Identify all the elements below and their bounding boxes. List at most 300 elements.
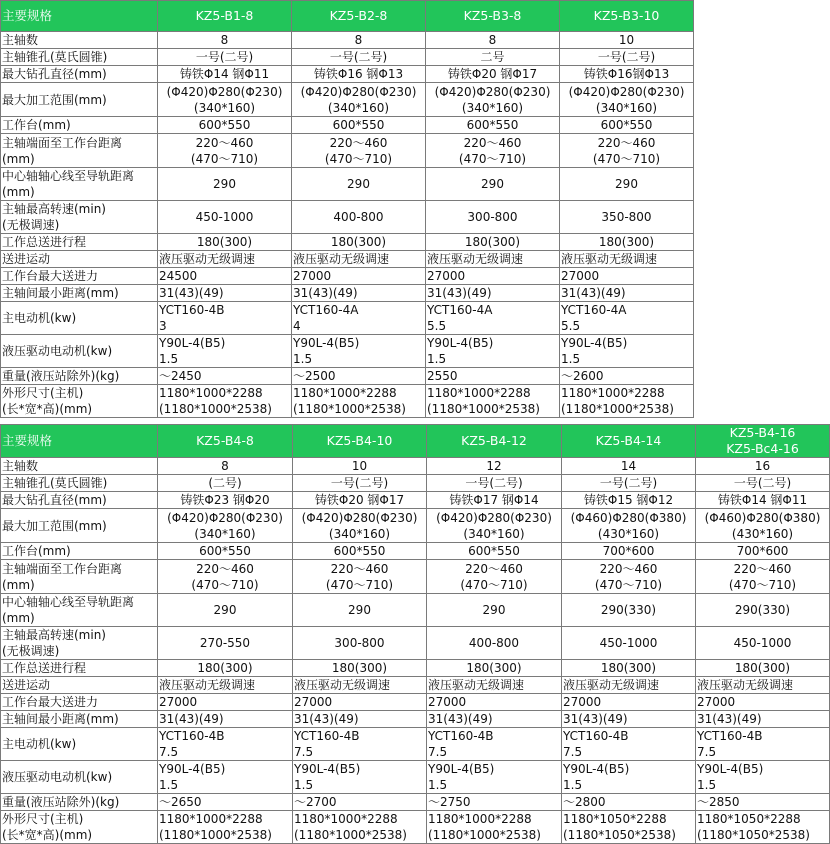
row-label (1, 811, 158, 844)
model-header (292, 1, 426, 32)
spec-value-line: 400-800 (468, 636, 520, 650)
table-row (1, 627, 830, 660)
spec-value (293, 728, 427, 761)
spec-value (158, 83, 292, 117)
spec-value-line: 1.5 (428, 778, 448, 792)
header-row (1, 425, 830, 458)
spec-value (696, 761, 830, 794)
row-label (1, 285, 158, 302)
row-label-line: 工作总送进行程 (2, 235, 87, 249)
spec-value-line: 290 (213, 177, 236, 191)
spec-value (292, 268, 426, 285)
spec-value-line: 27000 (294, 695, 333, 709)
row-label (1, 794, 158, 811)
spec-value (427, 492, 562, 509)
spec-value (562, 560, 696, 594)
spec-value (560, 201, 694, 234)
row-label-line: 主轴间最小距离(mm) (2, 712, 119, 726)
spec-value (427, 794, 562, 811)
spec-value (158, 49, 292, 66)
spec-value-line: 一号(二号) (330, 476, 389, 490)
spec-value-line: 300-800 (334, 636, 385, 650)
spec-value-line: 2550 (427, 369, 458, 383)
spec-value (560, 32, 694, 49)
spec-value (292, 134, 426, 168)
table-row (1, 475, 830, 492)
model-header (293, 425, 427, 458)
spec-value-line: 290 (482, 603, 506, 617)
model-header (158, 425, 293, 458)
spec-value (158, 251, 292, 268)
row-label-line: 工作台(mm) (2, 544, 71, 558)
table-row (1, 168, 694, 201)
spec-value-line: 290 (348, 603, 371, 617)
spec-value-line: ～2650 (159, 795, 202, 809)
row-label-line: 最大加工范围(mm) (2, 518, 107, 533)
table-row (1, 761, 830, 794)
spec-value (158, 285, 292, 302)
table-row (1, 694, 830, 711)
spec-value (696, 694, 830, 711)
model-header-line: KZ5-B3-10 (593, 8, 660, 23)
row-label-line: (无极调速) (2, 218, 60, 232)
spec-value (293, 475, 427, 492)
spec-value-line: 铸铁Φ15 钢Φ12 (583, 493, 674, 507)
spec-value-line: 液压驱动无级调速 (159, 252, 256, 266)
spec-value-line: 7.5 (294, 745, 314, 759)
table-row (1, 368, 694, 385)
spec-value-line: 180(300) (331, 661, 388, 675)
row-label-line: 工作台最大送进力 (2, 695, 99, 709)
spec-value (292, 302, 426, 335)
spec-value (696, 677, 830, 694)
spec-value-line: ～2800 (563, 795, 606, 809)
spec-value (158, 368, 292, 385)
spec-value-line: (Φ420)Φ280(Φ230) (434, 84, 551, 99)
spec-value (293, 560, 427, 594)
row-label (1, 475, 158, 492)
spec-value (293, 594, 427, 627)
spec-value (562, 728, 696, 761)
spec-value (562, 660, 696, 677)
spec-value-line: 1.5 (697, 778, 717, 792)
row-label-line: 主电动机(kw) (2, 311, 77, 325)
spec-value-line: 铸铁Φ14 钢Φ11 (179, 67, 270, 81)
spec-value (560, 302, 694, 335)
spec-value (560, 368, 694, 385)
row-label-line: 主轴数 (2, 33, 39, 47)
spec-value-line: 220～460 (733, 561, 792, 576)
spec-value (560, 168, 694, 201)
spec-value-line: 1180*1050*2288 (697, 812, 801, 826)
spec-value (293, 509, 427, 543)
spec-value-line: (340*160) (461, 100, 524, 115)
spec-value-line: (1180*1050*2538) (563, 828, 676, 842)
table-row (1, 83, 694, 117)
spec-value-line: 180(300) (330, 235, 387, 249)
spec-value (293, 694, 427, 711)
spec-value-line: 24500 (159, 269, 198, 283)
spec-value-line: 220～460 (465, 561, 523, 576)
spec-value (158, 302, 292, 335)
table-row (1, 794, 830, 811)
spec-value (427, 728, 562, 761)
spec-value-line: 180(300) (734, 661, 791, 675)
spec-value (696, 660, 830, 677)
spec-value-line: 3 (159, 319, 167, 333)
spec-value (426, 201, 560, 234)
spec-value-line: 290 (615, 177, 638, 191)
spec-value-line: 300-800 (467, 210, 518, 224)
spec-value-line: 一号(二号) (597, 50, 656, 64)
spec-value-line: 600*550 (199, 544, 251, 558)
row-label (1, 83, 158, 117)
row-label (1, 694, 158, 711)
spec-value-line: 400-800 (333, 210, 384, 224)
spec-value-line: ～2600 (561, 369, 604, 383)
spec-value-line: 31(43)(49) (293, 286, 358, 300)
row-label-line: 主轴间最小距离(mm) (2, 286, 119, 300)
spec-value-line: 27000 (563, 695, 602, 709)
spec-value-line: ～2850 (697, 795, 740, 809)
spec-value (158, 694, 293, 711)
model-header (427, 425, 562, 458)
row-label (1, 234, 158, 251)
spec-value (562, 627, 696, 660)
spec-value (293, 660, 427, 677)
spec-value (158, 268, 292, 285)
spec-value-line: (Φ420)Φ280(Φ230) (167, 510, 283, 525)
spec-value (560, 234, 694, 251)
spec-value-line: 5.5 (427, 319, 447, 333)
spec-value-line: 31(43)(49) (294, 712, 359, 726)
spec-value (560, 335, 694, 368)
spec-value-line: ～2450 (159, 369, 202, 383)
spec-value-line: (470～710) (460, 577, 528, 592)
spec-value (696, 594, 830, 627)
row-label-line: 工作台最大送进力 (2, 269, 99, 283)
spec-value-line: (340*160) (327, 100, 390, 115)
spec-value-line: 1180*1000*2288 (428, 812, 532, 826)
spec-value-line: (1180*1000*2538) (428, 828, 541, 842)
spec-value-line: Y90L-4(B5) (159, 336, 226, 350)
spec-value (426, 32, 560, 49)
table-row (1, 49, 694, 66)
row-label-line: 主轴锥孔(莫氏圆锥) (2, 476, 108, 490)
row-label (1, 268, 158, 285)
spec-value-line: 600*550 (333, 544, 386, 558)
row-label-line: (mm) (2, 185, 35, 199)
spec-value-line: Y90L-4(B5) (427, 336, 494, 350)
row-label (1, 49, 158, 66)
spec-value (560, 117, 694, 134)
spec-value-line: 1.5 (294, 778, 314, 792)
row-label-line: (mm) (2, 151, 35, 166)
spec-value (426, 234, 560, 251)
spec-value-line: 1180*1000*2288 (561, 386, 665, 400)
model-header (696, 425, 830, 458)
spec-value-line: 8 (221, 459, 229, 473)
spec-value-line: 铸铁Φ17 钢Φ14 (449, 493, 539, 507)
spec-value (426, 251, 560, 268)
spec-value (426, 268, 560, 285)
row-label (1, 134, 158, 168)
spec-value-line: 液压驱动无级调速 (697, 678, 794, 692)
row-label (1, 660, 158, 677)
table-row (1, 234, 694, 251)
spec-value-line: 一号(二号) (465, 476, 523, 490)
spec-value-line: 铸铁Φ16 钢Φ13 (313, 67, 404, 81)
spec-value-line: (Φ420)Φ280(Φ230) (300, 84, 417, 99)
row-label (1, 66, 158, 83)
spec-value-line: (1180*1000*2538) (561, 402, 674, 416)
row-label (1, 168, 158, 201)
spec-value (427, 458, 562, 475)
row-label (1, 711, 158, 728)
row-label-line: 主轴数 (2, 459, 39, 473)
spec-value (158, 543, 293, 560)
spec-value (292, 335, 426, 368)
spec-value-line: 7.5 (563, 745, 583, 759)
spec-value-line: 8 (220, 33, 229, 47)
row-label (1, 201, 158, 234)
row-label (1, 627, 158, 660)
table-row (1, 201, 694, 234)
spec-value-line: 1.5 (159, 778, 179, 792)
spec-value-line: 8 (488, 33, 497, 47)
spec-value (427, 560, 562, 594)
spec-value-line: Y90L-4(B5) (294, 762, 361, 776)
row-label (1, 117, 158, 134)
spec-value-line: 铸铁Φ20 钢Φ17 (447, 67, 538, 81)
spec-value (158, 117, 292, 134)
spec-value-line: (470～710) (592, 151, 661, 166)
row-label-line: 中心轴轴心线至导轨距离 (2, 595, 135, 609)
row-label (1, 385, 158, 418)
row-label-line: 重量(液压站除外)(kg) (2, 795, 120, 809)
spec-value-line: 600*550 (198, 118, 251, 132)
row-label-line: 液压驱动电动机(kw) (2, 344, 113, 358)
spec-value-line: 7.5 (428, 745, 448, 759)
spec-value (158, 201, 292, 234)
spec-value (293, 627, 427, 660)
spec-value (427, 811, 562, 844)
row-label (1, 761, 158, 794)
header-label: 主要规格 (1, 425, 158, 458)
model-header (426, 1, 560, 32)
spec-value-line: 铸铁Φ23 钢Φ20 (180, 493, 270, 507)
spec-value-line: 450-1000 (195, 210, 254, 224)
spec-value-line: YCT160-4A (293, 303, 359, 317)
spec-value-line: 31(43)(49) (159, 712, 224, 726)
spec-value (292, 368, 426, 385)
header-label: 主要规格 (1, 1, 158, 32)
spec-value-line: 7.5 (159, 745, 179, 759)
table-row (1, 134, 694, 168)
spec-value (158, 509, 293, 543)
spec-value-line: 220～460 (599, 561, 658, 576)
model-header-line: KZ5-B4-8 (196, 433, 254, 448)
spec-value (158, 168, 292, 201)
spec-value (158, 385, 292, 418)
spec-value-line: 27000 (159, 695, 198, 709)
spec-value (427, 660, 562, 677)
spec-value-line: 1180*1000*2288 (427, 386, 531, 400)
spec-value (158, 660, 293, 677)
spec-value-line: 一号(二号) (195, 50, 254, 64)
spec-value (158, 811, 293, 844)
table-row (1, 117, 694, 134)
spec-value (560, 285, 694, 302)
spec-value (293, 761, 427, 794)
spec-value-line: 铸铁Φ20 钢Φ17 (314, 493, 405, 507)
table-row (1, 251, 694, 268)
spec-value-line: 液压驱动无级调速 (427, 252, 524, 266)
spec-value-line: 180(300) (464, 235, 521, 249)
spec-value (562, 794, 696, 811)
spec-value-line: 290 (347, 177, 370, 191)
row-label-line: (长*宽*高)(mm) (2, 828, 93, 842)
spec-value-line: 液压驱动无级调速 (293, 252, 390, 266)
spec-value-line: (340*160) (463, 526, 525, 541)
spec-value-line: (1180*1000*2538) (294, 828, 407, 842)
spec-value-line: 1180*1000*2288 (293, 386, 397, 400)
spec-value-line: YCT160-4A (561, 303, 627, 317)
row-label (1, 509, 158, 543)
spec-value (560, 385, 694, 418)
spec-value-line: 1.5 (159, 352, 179, 366)
spec-table-1 (0, 0, 694, 418)
spec-value (158, 234, 292, 251)
spec-value (560, 49, 694, 66)
spec-value-line: 8 (354, 33, 363, 47)
table-row (1, 66, 694, 83)
spec-value-line: (Φ420)Φ280(Φ230) (436, 510, 552, 525)
spec-value-line: 600*550 (600, 118, 653, 132)
spec-value (696, 560, 830, 594)
spec-value (560, 251, 694, 268)
spec-value-line: 27000 (293, 269, 332, 283)
spec-value-line: 31(43)(49) (428, 712, 493, 726)
row-label-line: 主轴最高转速(min) (2, 628, 106, 642)
spec-value-line: YCT160-4B (159, 729, 225, 743)
model-header (560, 1, 694, 32)
row-label-line: 重量(液压站除外)(kg) (2, 369, 120, 383)
spec-value-line: 液压驱动无级调速 (294, 678, 391, 692)
spec-value-line: 1180*1000*2288 (159, 386, 263, 400)
spec-value-line: (二号) (208, 476, 242, 490)
spec-value-line: 31(43)(49) (563, 712, 628, 726)
spec-value-line: (1180*1000*2538) (159, 828, 272, 842)
row-label-line: 最大加工范围(mm) (2, 92, 107, 107)
spec-value-line: 1.5 (427, 352, 447, 366)
spec-value (292, 49, 426, 66)
spec-value (696, 458, 830, 475)
table-row (1, 32, 694, 49)
spec-value-line: (470～710) (458, 151, 527, 166)
spec-value (292, 385, 426, 418)
row-label-line: 送进运动 (2, 252, 51, 266)
spec-value-line: (340*160) (193, 100, 256, 115)
spec-value-line: 1.5 (561, 352, 581, 366)
spec-value-line: 液压驱动无级调速 (561, 252, 658, 266)
table-row (1, 302, 694, 335)
spec-value (158, 627, 293, 660)
spec-value-line: 600*550 (468, 544, 520, 558)
spec-value (562, 694, 696, 711)
row-label-line: 主轴端面至工作台距离 (2, 135, 123, 150)
spec-value (562, 761, 696, 794)
spec-value-line: (470～710) (190, 151, 259, 166)
spec-value (426, 302, 560, 335)
spec-value (293, 492, 427, 509)
row-label (1, 594, 158, 627)
row-label-line: 液压驱动电动机(kw) (2, 770, 113, 784)
spec-value (560, 268, 694, 285)
spec-value (158, 458, 293, 475)
spec-value-line: ～2700 (294, 795, 337, 809)
row-label-line: 最大钻孔直径(mm) (2, 67, 107, 81)
spec-value-line: YCT160-4B (428, 729, 494, 743)
spec-value-line: 31(43)(49) (159, 286, 224, 300)
spec-value (426, 168, 560, 201)
spec-value (158, 66, 292, 83)
row-label (1, 335, 158, 368)
row-label-line: 主轴端面至工作台距离 (2, 561, 123, 576)
spec-value (427, 543, 562, 560)
spec-value-line: 290(330) (734, 603, 791, 617)
spec-value-line: 700*600 (602, 544, 655, 558)
spec-value-line: 220～460 (329, 135, 388, 150)
spec-value-line: 7.5 (697, 745, 717, 759)
row-label-line: 工作总送进行程 (2, 661, 87, 675)
spec-value-line: 一号(二号) (733, 476, 792, 490)
spec-value-line: YCT160-4A (427, 303, 493, 317)
table-row (1, 811, 830, 844)
spec-value (292, 66, 426, 83)
table-row (1, 660, 830, 677)
spec-value-line: (340*160) (595, 100, 658, 115)
spec-value-line: 290 (213, 603, 237, 617)
spec-value (292, 117, 426, 134)
spec-value-line: 180(300) (197, 661, 253, 675)
row-label (1, 560, 158, 594)
spec-value-line: (1180*1000*2538) (427, 402, 540, 416)
spec-value (696, 794, 830, 811)
spec-value-line: 10 (351, 459, 368, 473)
spec-value-line: 铸铁Φ16钢Φ13 (583, 67, 670, 81)
spec-value (426, 49, 560, 66)
spec-value (427, 694, 562, 711)
spec-value (426, 83, 560, 117)
spec-value (158, 134, 292, 168)
spec-table-2 (0, 424, 830, 844)
row-label (1, 302, 158, 335)
spec-value (292, 251, 426, 268)
spec-value (292, 83, 426, 117)
spec-value (562, 492, 696, 509)
spec-value-line: (340*160) (328, 526, 391, 541)
row-label-line: 主电动机(kw) (2, 737, 77, 751)
spec-value (292, 168, 426, 201)
model-header (158, 1, 292, 32)
row-label (1, 368, 158, 385)
spec-value-line: Y90L-4(B5) (159, 762, 226, 776)
spec-value-line: (430*160) (731, 526, 794, 541)
spec-value (158, 594, 293, 627)
row-label-line: 主轴锥孔(莫氏圆锥) (2, 50, 108, 64)
spec-value (562, 594, 696, 627)
